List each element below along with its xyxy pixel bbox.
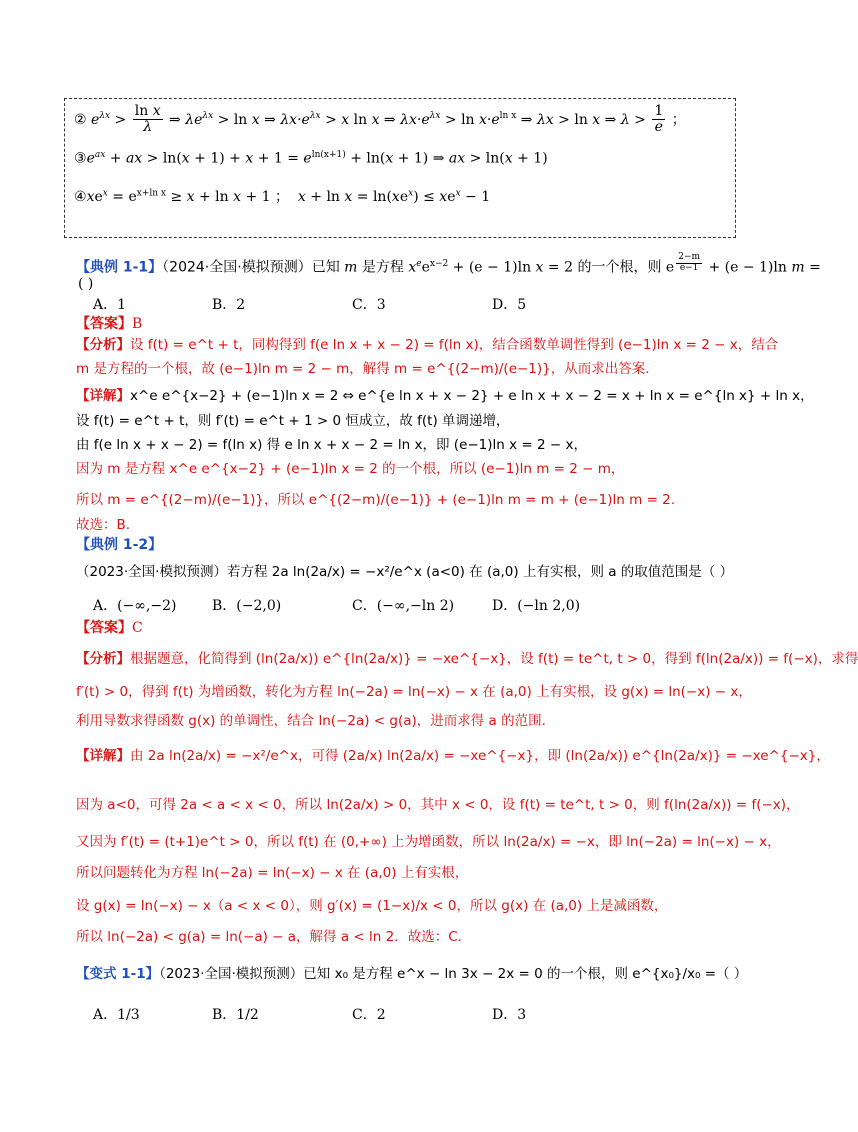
- ex12-detail-5: 设 g(x) = ln(−x) − x（a < x < 0），则 g′(x) = (1−x)/x < 0，所以 g(x) 在 (a,0) 上是减函数，: [76, 898, 668, 914]
- ex11-detail-2: 设 f(t) = e^t + t，则 f′(t) = e^t + 1 > 0 恒成立，故 f(t) 单调递增，: [76, 413, 510, 429]
- ex11-analysis-text-1: 设 f(t) = e^t + t，同构得到 f(e ln x + x − 2) = f(ln x)，结合函数单调性得到 (e−1)ln x = 2 − x，结合: [130, 337, 779, 353]
- var11-option-d[interactable]: D．3: [492, 1007, 527, 1023]
- line4-marker: ④: [74, 189, 87, 205]
- ex12-option-c[interactable]: C．(−∞,−ln 2): [352, 598, 455, 614]
- var11-option-c[interactable]: C．2: [352, 1007, 386, 1023]
- ex12-detail-tag: 【详解】: [76, 748, 130, 764]
- ex11-option-b[interactable]: B．2: [212, 297, 246, 313]
- ex11-answer-line: [76, 313, 142, 333]
- ex11-option-c[interactable]: C．3: [352, 297, 386, 313]
- var11-option-b[interactable]: B．1/2: [212, 1007, 259, 1023]
- ex12-detail-text-1: 由 2a ln(2a/x) = −x²/e^x，可得 (2a/x) ln(2a/x) = −xe^{−x}，即 (ln(2a/x)) e^{ln(2a/x)} = −xe^{−x}，: [130, 748, 830, 764]
- ex11-detail-5: 所以 m = e^{(2−m)/(e−1)}，所以 e^{(2−m)/(e−1)} + (e−1)ln m = m + (e−1)ln m = 2.: [76, 492, 676, 508]
- var11-tag: 【变式 1-1】: [76, 966, 160, 982]
- ex11-tag: 【典例 1-1】: [76, 259, 163, 276]
- line3-marker: ③: [74, 150, 87, 167]
- var11-stem-line: [76, 962, 747, 982]
- ex11-detail-6: 故选：B.: [76, 517, 131, 533]
- ex11-source: （2024·全国·模拟预测）: [162, 259, 312, 276]
- ex11-detail-tag: 【详解】: [76, 388, 130, 404]
- ex11-analysis-2: m 是方程的一个根，故 (e−1)ln m = 2 − m，解得 m = e^{(2−m)/(e−1)}，从而求出答案.: [76, 361, 650, 377]
- ex11-detail-3: 由 f(e ln x + x − 2) = f(ln x) 得 e ln x + x − 2 = ln x，即 (e−1)ln x = 2 − x，: [76, 437, 587, 453]
- ex11-detail-1: [76, 384, 814, 404]
- ex12-analysis-2: f′(t) > 0，得到 f(t) 为增函数，转化为方程 ln(−2a) = ln(−x) − x 在 (a,0) 上有实根，设 g(x) = ln(−x) − x，: [76, 684, 752, 700]
- ex12-analysis-3: 利用导数求得函数 g(x) 的单调性，结合 ln(−2a) < g(a)，进而求得 a 的范围.: [76, 713, 546, 729]
- ex11-analysis-1: [76, 333, 778, 353]
- ex11-detail-text-1: x^e e^{x−2} + (e−1)ln x = 2 ⇔ e^{e ln x + x − 2} + e ln x + x − 2 = x + ln x = e^{ln x} + ln x，: [130, 388, 814, 404]
- ex12-detail-1: [76, 744, 830, 764]
- ex12-answer: C: [132, 620, 143, 636]
- ex12-answer-tag: 【答案】: [76, 620, 132, 636]
- ex12-stem: （2023·全国·模拟预测）若方程 2a ln(2a/x) = −x²/e^x (a<0) 在 (a,0) 上有实根，则 a 的取值范围是（ ）: [76, 564, 734, 580]
- ex11-paren: ( ): [78, 276, 94, 292]
- box-line-2: ② $e^{\lambda x}$ > $\frac{\text{ln x}}{\lambda}$ ⇒ $\lambda e^{\lambda x} > \ln x$ ⇒ $\lambda x\cdot e^{\lambda x} > x$ ln x ⇒ $\lambda x\cdot e^{\lambda x} > \ln x\cdot e^{ln x}$ ⇒ λx > ln x ⇒ λ > $\frac{1}{e}$ ；: [74, 103, 686, 136]
- ex12-detail-2: 因为 a<0，可得 2a < a < x < 0，所以 ln(2a/x) > 0，其中 x < 0，设 f(t) = te^t, t > 0，则 f(ln(2a/x)) = f(−x)，: [76, 797, 800, 813]
- box-line-4: $④xe^x = e^{x+ln x} \ge x + \ln x + 1$ ； $x + \ln x = \ln(xe^x) \le xe^x - 1$: [74, 188, 491, 205]
- ex11-stem-line: 【典例 1-1】（2024·全国·模拟预测）已知 m 是方程 $x^ee^{x-2} + (e - 1)\ln$ x = 2 的一个根，则 e $^{\frac{2-m}{e-1}}$ + (e − 1)ln m =: [76, 252, 821, 276]
- ex12-analysis-text-1: 根据题意，化简得到 (ln(2a/x)) e^{ln(2a/x)} = −xe^{−x}，设 f(t) = te^t, t > 0，得到 f(ln(2a/x)) = f(−x)，求得: [130, 651, 858, 667]
- ex12-analysis-tag: 【分析】: [76, 651, 130, 667]
- ex12-answer-line: [76, 617, 143, 637]
- ex11-option-a[interactable]: A．1: [93, 297, 127, 313]
- ex12-option-b[interactable]: B．(−2,0): [212, 598, 282, 614]
- box-line-3: $③e^{ax}$ + ax > $\ln(x + 1) + x + 1 = e^{ln(x+1)} + \ln(x + 1)$ ⇒ ax > ln(x + 1): [74, 150, 548, 167]
- ex11-answer: B: [132, 316, 143, 332]
- ex12-tag: 【典例 1-2】: [76, 537, 163, 553]
- ex11-detail-4: 因为 m 是方程 x^e e^{x−2} + (e−1)ln x = 2 的一个根，所以 (e−1)ln m = 2 − m，: [76, 461, 625, 477]
- ex12-detail-6: 所以 ln(−2a) < g(a) = ln(−a) − a，解得 a < ln 2．故选：C．: [76, 929, 472, 945]
- ex12-detail-4: 所以问题转化为方程 ln(−2a) = ln(−x) − x 在 (a,0) 上有实根，: [76, 865, 469, 881]
- ex11-analysis-tag: 【分析】: [76, 337, 130, 353]
- ex12-option-d[interactable]: D．(−ln 2,0): [492, 598, 581, 614]
- ex12-analysis-1: [76, 647, 858, 667]
- var11-stem: （2023·全国·模拟预测）已知 x₀ 是方程 e^x − ln 3x − 2x = 0 的一个根，则 e^{x₀}/x₀ =（ ）: [159, 966, 748, 982]
- var11-option-a[interactable]: A．1/3: [93, 1007, 140, 1023]
- ex12-detail-3: 又因为 f′(t) = (t+1)e^t > 0，所以 f(t) 在 (0,+∞) 上为增函数，所以 ln(2a/x) = −x，即 ln(−2a) = ln(−x) − x，: [76, 834, 781, 850]
- ex12-option-a[interactable]: A．(−∞,−2): [93, 598, 177, 614]
- ex11-option-d[interactable]: D．5: [492, 297, 527, 313]
- ex11-answer-tag: 【答案】: [76, 316, 132, 332]
- line2-marker: ②: [74, 111, 87, 128]
- ex12-tag-line: [76, 534, 162, 554]
